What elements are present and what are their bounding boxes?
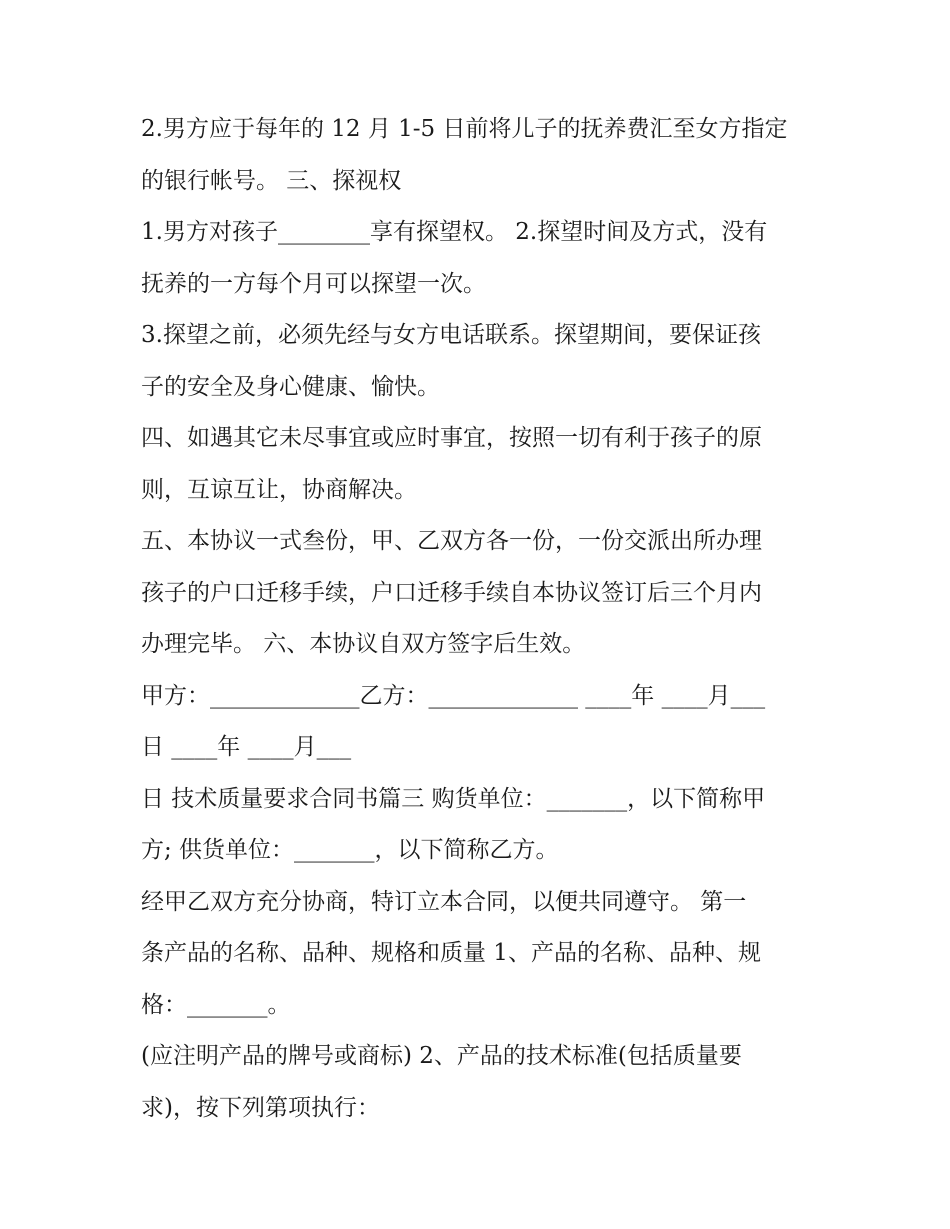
text-line: 五、本协议一式叁份，甲、乙双方各一份，一份交派出所办理: [141, 528, 762, 554]
text-line: 日 技术质量要求合同书篇三 购货单位：_______，以下简称甲: [141, 785, 766, 812]
text-line: 经甲乙双方充分协商，特订立本合同，以便共同遵守。 第一: [141, 888, 747, 915]
text-line: 子的安全及身心健康、愉快。: [141, 373, 440, 400]
text-line: 办理完毕。 六、本协议自双方签字后生效。: [141, 631, 586, 657]
text-line: 则，互谅互让，协商解决。: [141, 476, 417, 503]
date-line: 日 ____年 ____月___: [141, 734, 352, 760]
text-line: 抚养的一方每个月可以探望一次。: [141, 270, 486, 297]
text-line: 2.男方应于每年的 12 月 1-5 日前将儿子的抚养费汇至女方指定: [141, 116, 788, 142]
document-body: [141, 104, 831, 1134]
text-line: 的银行帐号。 三、探视权: [141, 167, 402, 194]
text-line: (应注明产品的牌号或商标) 2、产品的技术标准(包括质量要: [141, 1043, 742, 1069]
text-line: 求)，按下列第项执行：: [141, 1094, 380, 1121]
text-line: 四、如遇其它未尽事宜或应时事宜，按照一切有利于孩子的原: [141, 425, 762, 451]
text-line: 条产品的名称、品种、规格和质量 1、产品的名称、品种、规: [141, 940, 761, 966]
text-line: 格：_______。: [141, 991, 291, 1018]
text-line: 1.男方对孩子________享有探望权。 2.探望时间及方式，没有: [141, 219, 768, 245]
text-line: 方; 供货单位：_______，以下简称乙方。: [141, 837, 559, 863]
text-line: 3.探望之前，必须先经与女方电话联系。探望期间，要保证孩: [141, 322, 761, 348]
signature-line: 甲方：_____________乙方：_____________ ____年 ____月___: [141, 682, 766, 709]
text-line: 孩子的户口迁移手续，户口迁移手续自本协议签订后三个月内: [141, 579, 762, 606]
